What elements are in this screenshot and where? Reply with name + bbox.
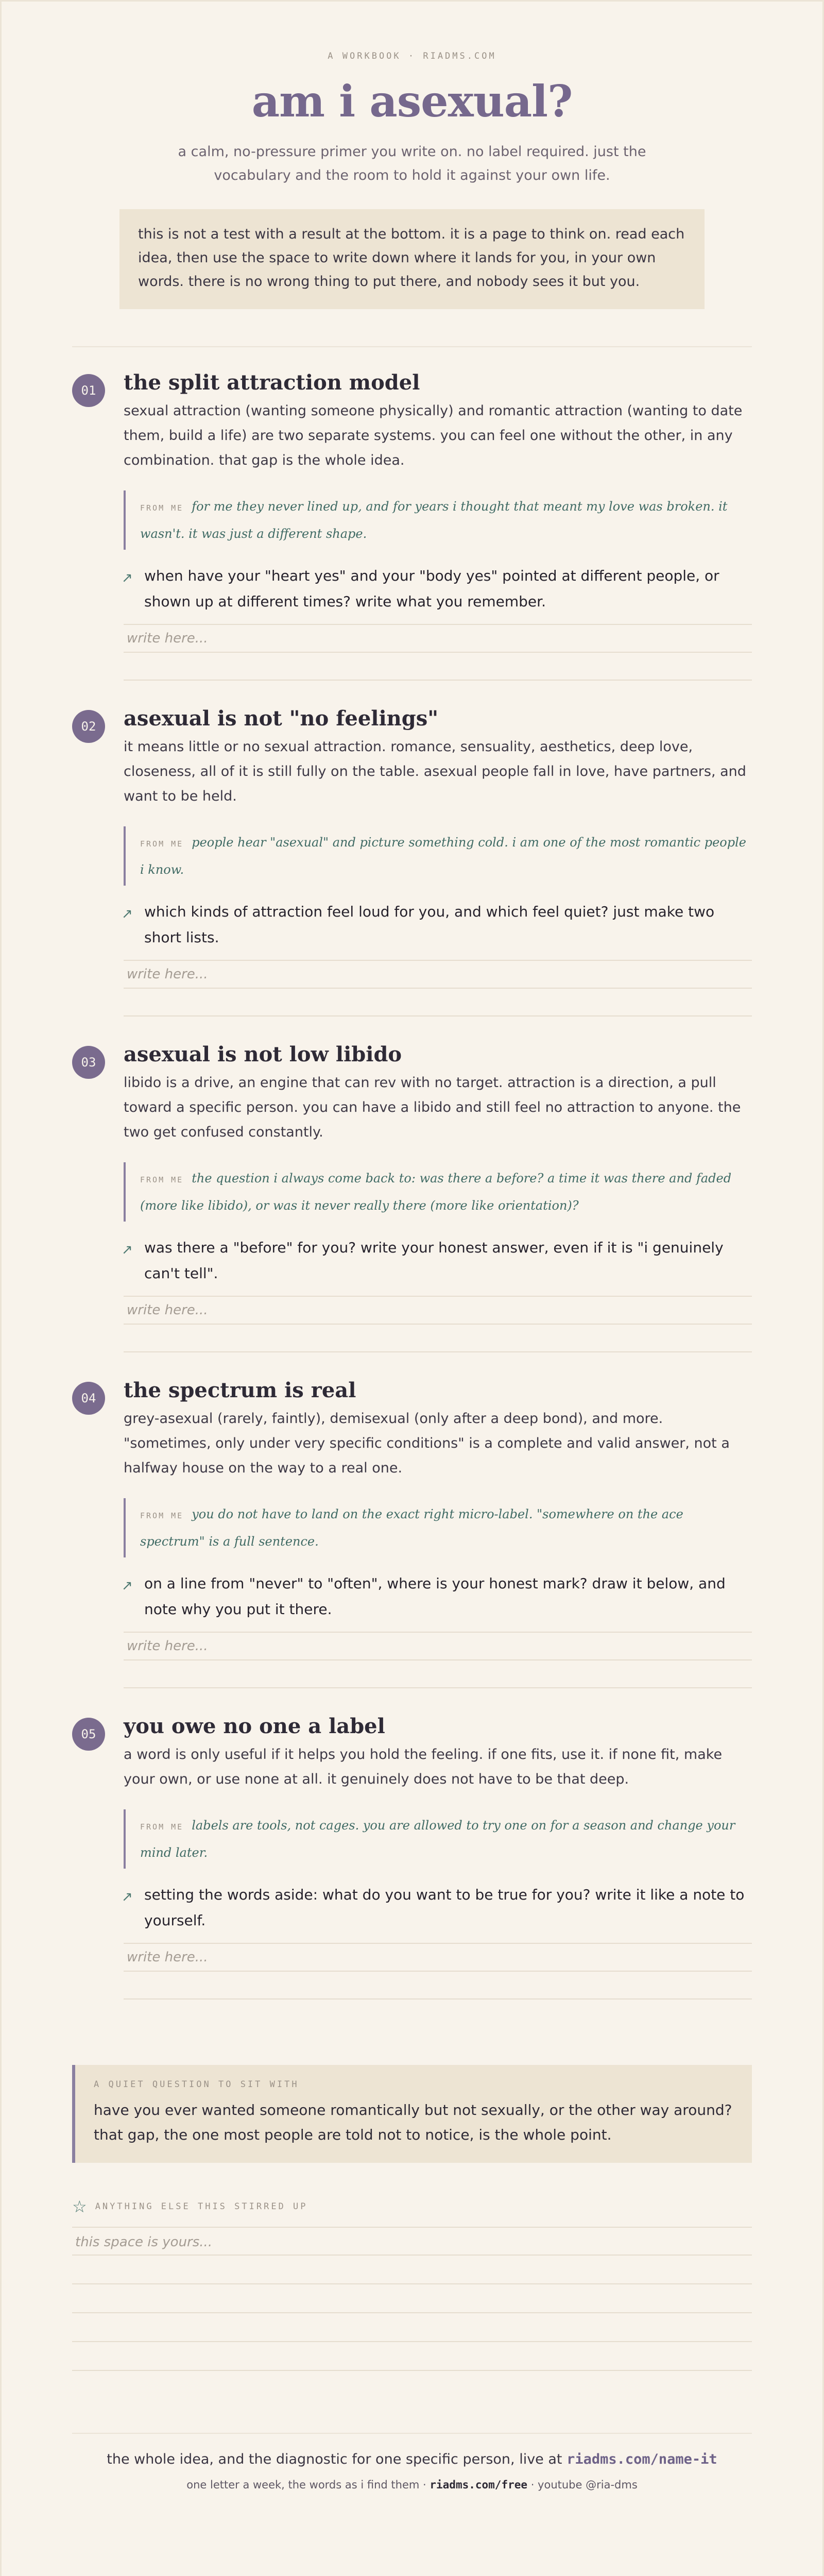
from-me-quote bbox=[124, 1162, 752, 1222]
section-title: asexual is not "no feelings" bbox=[124, 706, 439, 731]
section-number: 02 bbox=[72, 710, 105, 743]
curved-arrow-icon: ↗ bbox=[122, 1578, 133, 1594]
prompt-text: which kinds of attraction feel loud for you, and which feel quiet? just make two short lists. bbox=[144, 903, 715, 946]
quote-text: you do not have to land on the exact right micro-label. "somewhere on the ace spectrum" is a full sentence. bbox=[140, 1507, 683, 1549]
from-me-label: FROM ME bbox=[140, 503, 184, 513]
curved-arrow-icon: ↗ bbox=[122, 906, 133, 922]
write-line[interactable] bbox=[124, 1972, 752, 1999]
section-body: sexual attraction (wanting someone physically) and romantic attraction (wanting to date them, build a life) are two separate systems. you can feel one without the other, in any combination. that gap is the whole idea. bbox=[124, 403, 743, 468]
write-line[interactable] bbox=[124, 1660, 752, 1688]
curved-arrow-icon: ↗ bbox=[122, 570, 133, 586]
footer-text: one letter a week, the words as i find them · bbox=[186, 2479, 430, 2491]
quiet-question-text: have you ever wanted someone romantically but not sexually, or the other way around? that gap, the one most people are told not to notice, is the whole point. bbox=[94, 2102, 732, 2143]
page-subtitle: a calm, no-pressure primer you write on. no label required. just the vocabulary and the room to hold it against your own life. bbox=[178, 144, 646, 183]
page-title: am i asexual? bbox=[251, 76, 573, 127]
from-me-quote bbox=[124, 826, 752, 886]
quote-text: the question i always come back to: was there a before? a time it was there and faded (more like libido), or was it never really there (more like orientation)? bbox=[140, 1171, 732, 1213]
section-body: grey-asexual (rarely, faintly), demisexual (only after a deep bond), and more. "sometimes, only under very specific conditions" is a complete and valid answer, not a halfway house on the way to a real one. bbox=[124, 1411, 730, 1476]
prompt-text: when have your "heart yes" and your "body yes" pointed at different people, or shown up at different times? write what you remember. bbox=[144, 567, 719, 610]
section-3 bbox=[72, 1040, 752, 1355]
footer-line-2 bbox=[72, 2479, 752, 2491]
write-area[interactable]: write here... bbox=[124, 1296, 752, 1325]
section-4 bbox=[72, 1376, 752, 1691]
divider bbox=[72, 346, 752, 347]
star-icon: ☆ bbox=[72, 2197, 87, 2216]
section-5 bbox=[72, 1711, 752, 2027]
from-me-label: FROM ME bbox=[140, 1175, 184, 1184]
content-column bbox=[72, 2, 752, 2491]
write-area[interactable]: write here... bbox=[124, 960, 752, 989]
kicker: A WORKBOOK · RIADMS.COM bbox=[328, 51, 496, 61]
section-body: it means little or no sexual attraction. romance, sensuality, aesthetics, deep love, closeness, all of it is still fully on the table. asexual people fall in love, have partners, and want to be held. bbox=[124, 739, 746, 804]
section-2 bbox=[72, 704, 752, 1019]
prompt-text: was there a "before" for you? write your honest answer, even if it is "i genuinely can't tell". bbox=[144, 1239, 724, 1282]
write-line[interactable] bbox=[124, 653, 752, 681]
quote-text: labels are tools, not cages. you are allowed to try one on for a season and change your mind later. bbox=[140, 1818, 735, 1860]
quote-text: for me they never lined up, and for years i thought that meant my love was broken. it wasn't. it was just a different shape. bbox=[140, 499, 728, 541]
writing-prompt bbox=[124, 1571, 752, 1622]
writing-prompt bbox=[124, 1882, 752, 1934]
quiet-question-label: A QUIET QUESTION TO SIT WITH bbox=[94, 2079, 299, 2090]
extra-write-line[interactable] bbox=[72, 2284, 752, 2313]
write-area[interactable]: write here... bbox=[124, 624, 752, 653]
curved-arrow-icon: ↗ bbox=[122, 1889, 133, 1905]
extra-write-area bbox=[72, 2227, 752, 2371]
footer-tail: · youtube @ria-dms bbox=[527, 2479, 638, 2491]
footer-text: the whole idea, and the diagnostic for one specific person, live at bbox=[107, 2451, 567, 2467]
name-it-link[interactable]: riadms.com/name-it bbox=[566, 2451, 717, 2467]
section-title: the split attraction model bbox=[124, 370, 420, 395]
section-1 bbox=[72, 368, 752, 683]
section-number: 05 bbox=[72, 1718, 105, 1751]
quiet-question-box bbox=[72, 2065, 752, 2163]
footer-line-1 bbox=[72, 2451, 752, 2467]
section-title: asexual is not low libido bbox=[124, 1042, 402, 1066]
footer-divider bbox=[72, 2433, 752, 2434]
free-link[interactable]: riadms.com/free bbox=[430, 2479, 528, 2491]
intro-box: this is not a test with a result at the bottom. it is a page to think on. read each idea, then use the space to write down where it lands for you, in your own words. there is no wrong thing to put there, and nobody sees it but you. bbox=[119, 209, 705, 309]
from-me-label: FROM ME bbox=[140, 839, 184, 849]
write-area[interactable]: write here... bbox=[124, 1943, 752, 1972]
writing-prompt bbox=[124, 899, 752, 951]
writing-prompt bbox=[124, 1235, 752, 1286]
prompt-text: setting the words aside: what do you want to be true for you? write it like a note to yourself. bbox=[144, 1886, 745, 1929]
write-line[interactable] bbox=[124, 1325, 752, 1352]
section-number: 01 bbox=[72, 374, 105, 407]
from-me-label: FROM ME bbox=[140, 1511, 184, 1520]
extra-write-line[interactable]: this space is yours... bbox=[72, 2227, 752, 2256]
write-line[interactable] bbox=[124, 989, 752, 1016]
section-title: the spectrum is real bbox=[124, 1378, 356, 1402]
curved-arrow-icon: ↗ bbox=[122, 1242, 133, 1258]
prompt-text: on a line from "never" to "often", where is your honest mark? draw it below, and note why you put it there. bbox=[144, 1575, 726, 1618]
section-body: libido is a drive, an engine that can rev with no target. attraction is a direction, a pull toward a specific person. you can have a libido and still feel no attraction to anyone. the two get confused constantly. bbox=[124, 1075, 741, 1140]
section-title: you owe no one a label bbox=[124, 1714, 385, 1738]
section-number: 03 bbox=[72, 1046, 105, 1079]
from-me-label: FROM ME bbox=[140, 1822, 184, 1832]
extra-label-text: ANYTHING ELSE THIS STIRRED UP bbox=[95, 2201, 308, 2212]
section-body: a word is only useful if it helps you hold the feeling. if one fits, use it. if none fit, make your own, or use none at all. it genuinely does not have to be that deep. bbox=[124, 1747, 723, 1787]
extra-write-line[interactable] bbox=[72, 2256, 752, 2284]
quote-text: people hear "asexual" and picture something cold. i am one of the most romantic people i know. bbox=[140, 835, 746, 877]
write-area[interactable]: write here... bbox=[124, 1632, 752, 1660]
extra-label bbox=[72, 2197, 752, 2216]
from-me-quote bbox=[124, 1498, 752, 1557]
writing-prompt bbox=[124, 563, 752, 615]
extra-write-line[interactable] bbox=[72, 2342, 752, 2371]
section-number: 04 bbox=[72, 1382, 105, 1415]
from-me-quote bbox=[124, 1809, 752, 1869]
extra-write-line[interactable] bbox=[72, 2313, 752, 2342]
from-me-quote bbox=[124, 490, 752, 550]
